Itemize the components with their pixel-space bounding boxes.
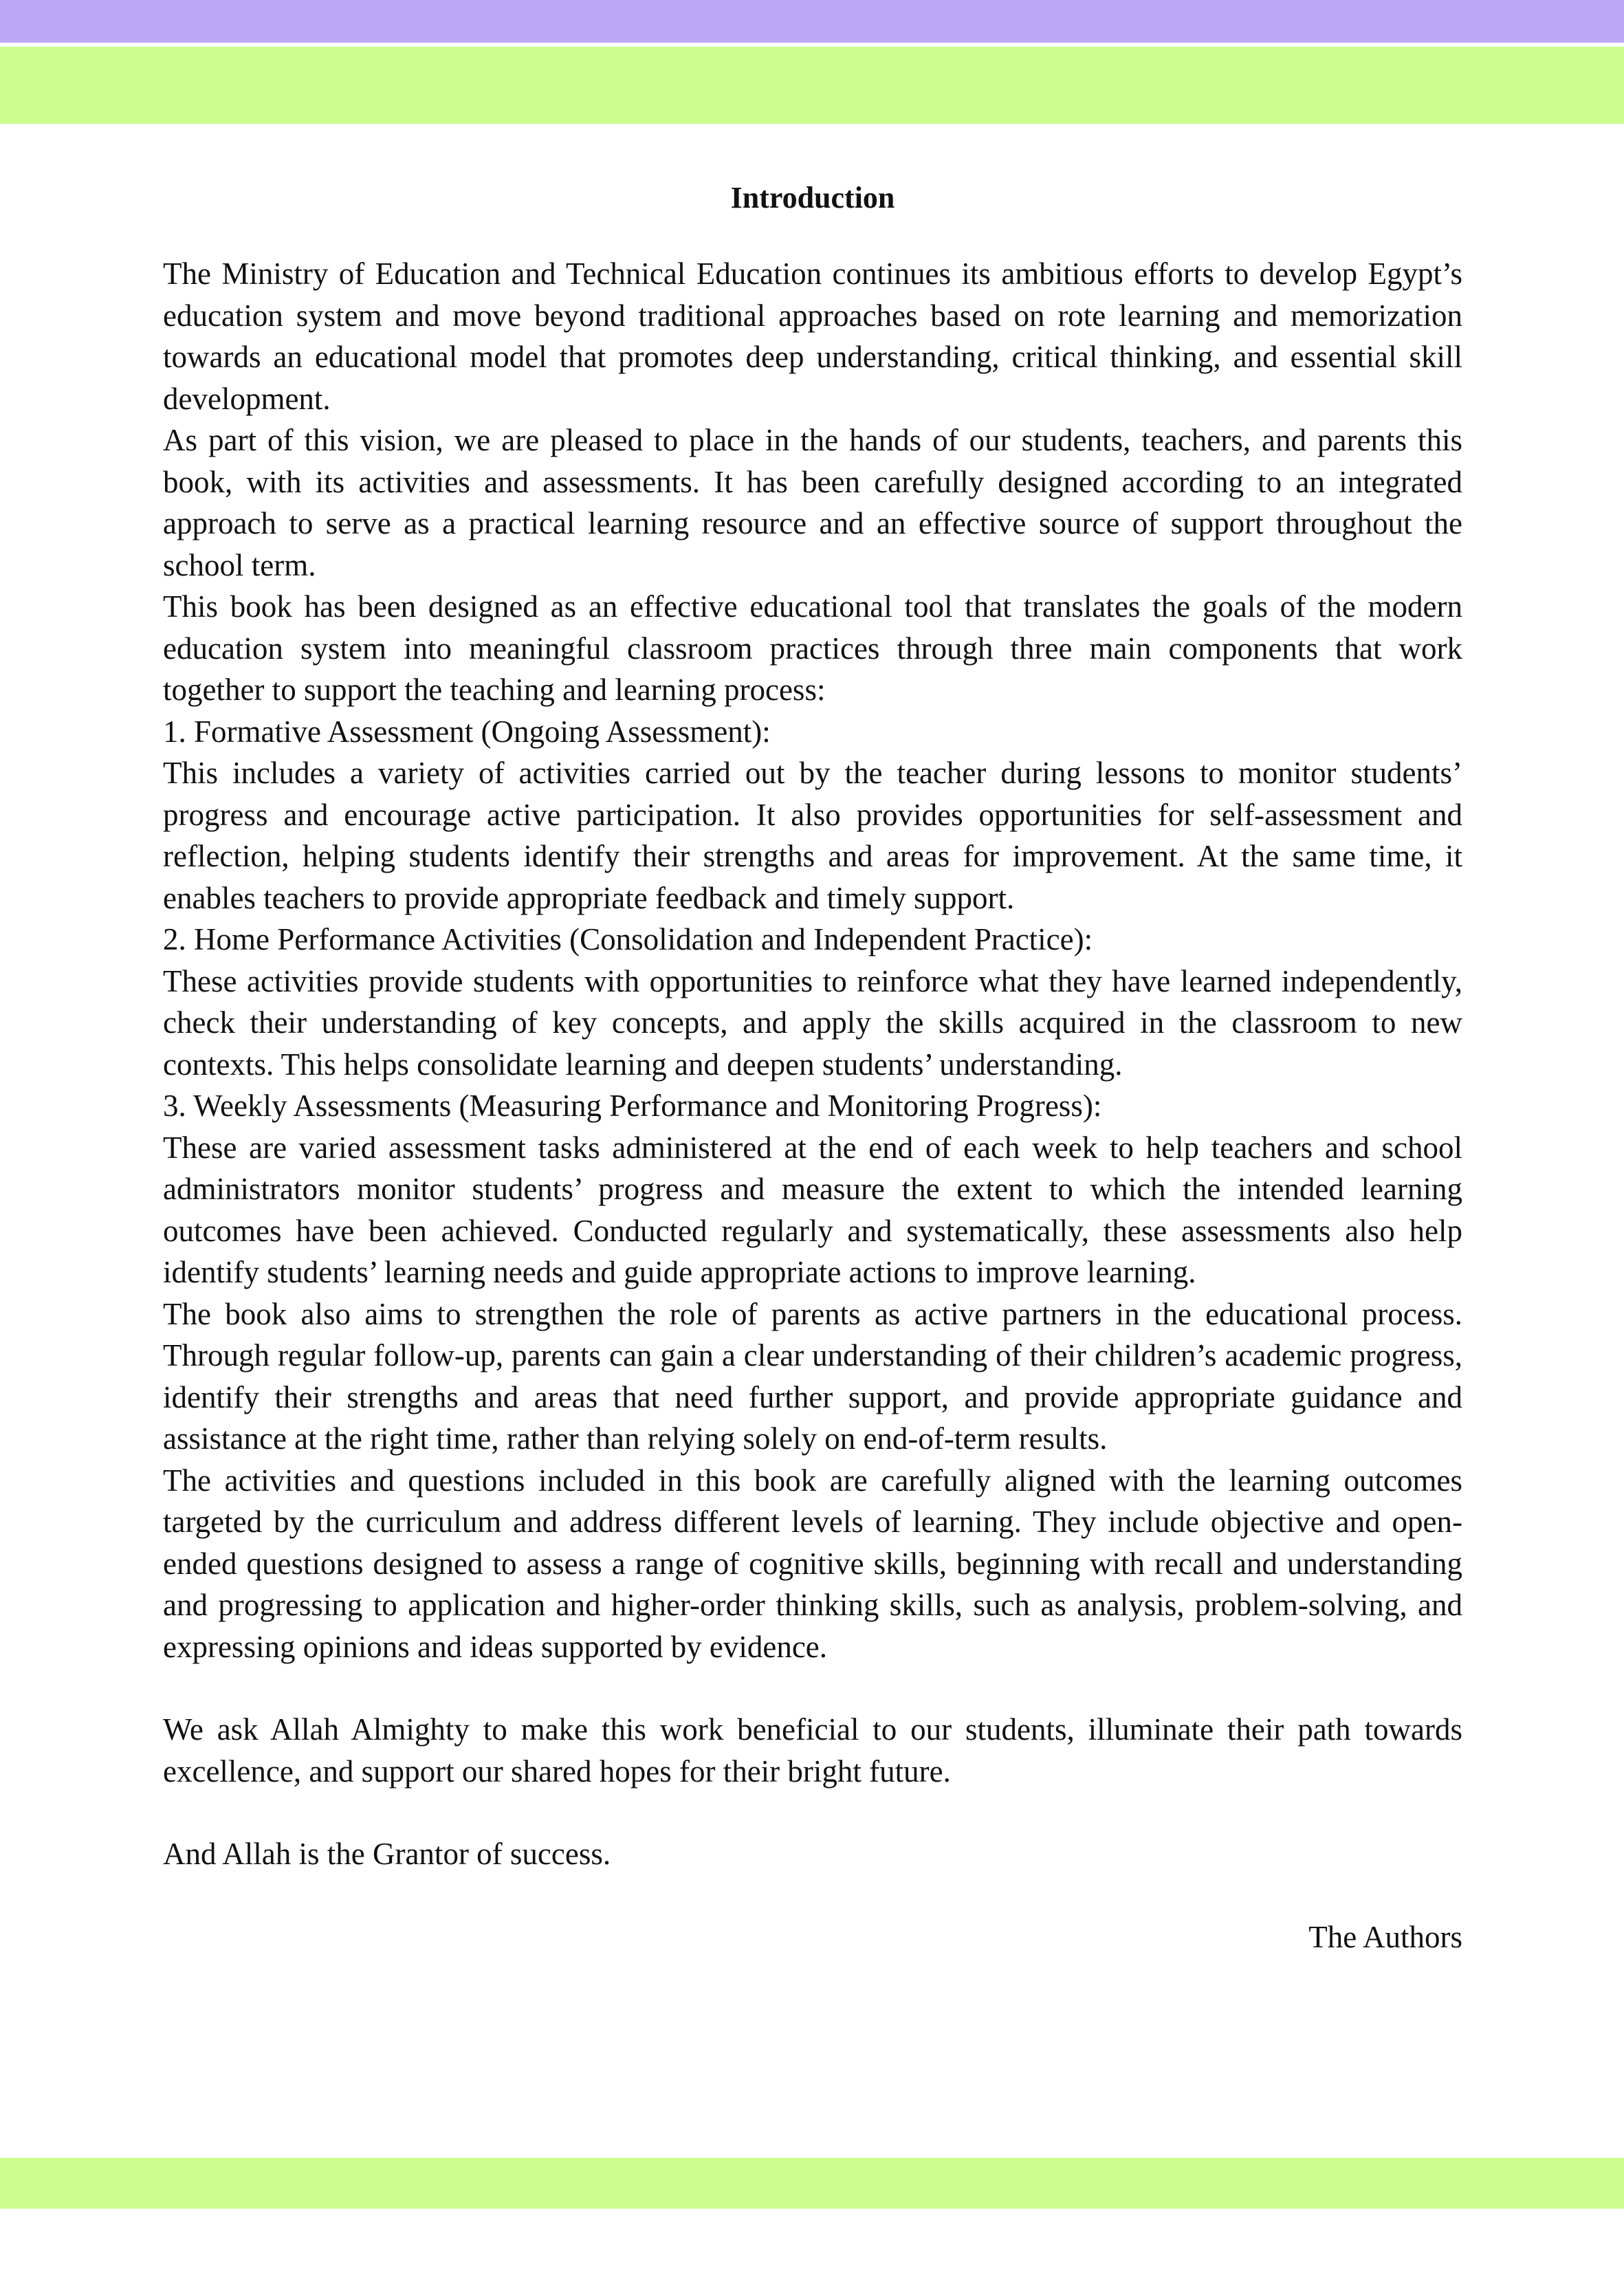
heading-home-performance: 2. Home Performance Activities (Consolidation and Independent Practice): <box>163 922 1093 956</box>
signature: The Authors <box>1308 1919 1462 1954</box>
heading-formative-assessment: 1. Formative Assessment (Ongoing Assessment): <box>163 714 771 749</box>
header-green-band <box>0 47 1624 124</box>
paragraph-formative-assessment: This includes a variety of activities carried out by the teacher during lessons to monitor students’ progress and encourage active participation. It also provides opportunities for self-assessment and reflection, helping students identify their strengths and areas for improvement. At the same time, it enables teachers to provide appropriate feedback and timely support. <box>163 756 1462 915</box>
paragraph-parents: The book also aims to strengthen the role of parents as active partners in the educational process. Through regular follow-up, parents can gain a clear understanding of their children’s academic progress, identify their strengths and areas that need further support, and provide appropriate guidance and assistance at the right time, rather than relying solely on end-of-term results. <box>163 1296 1462 1456</box>
header-purple-band <box>0 0 1624 43</box>
footer-green-band <box>0 2158 1624 2209</box>
paragraph-weekly-assessments: These are varied assessment tasks administered at the end of each week to help teachers and school administrators monitor students’ progress and measure the extent to which the intended learning outcomes have been achieved. Conducted regularly and systematically, these assessments also help identify students’ learning needs and guide appropriate actions to improve learning. <box>163 1130 1462 1289</box>
paragraph-success: And Allah is the Grantor of success. <box>163 1837 611 1871</box>
heading-weekly-assessments: 3. Weekly Assessments (Measuring Performance and Monitoring Progress): <box>163 1089 1102 1123</box>
page-title: Introduction <box>730 181 895 215</box>
paragraph-components: This book has been designed as an effective educational tool that translates the goals of the modern education system into meaningful classroom practices through three main components that work together to support the teaching and learning process: <box>163 589 1462 707</box>
paragraph-vision: As part of this vision, we are pleased to place in the hands of our students, teachers, and parents this book, with its activities and assessments. It has been carefully designed according to an integrated approach to serve as a practical learning resource and an effective source of support throughout the school term. <box>163 423 1462 582</box>
page-content <box>163 177 1462 1958</box>
paragraph-closing: We ask Allah Almighty to make this work beneficial to our students, illuminate their path towards excellence, and support our shared hopes for their bright future. <box>163 1712 1462 1789</box>
paragraph-home-performance: These activities provide students with opportunities to reinforce what they have learned independently, check their understanding of key concepts, and apply the skills acquired in the classroom to new contexts. This helps consolidate learning and deepen students’ understanding. <box>163 963 1462 1082</box>
paragraph-alignment: The activities and questions included in this book are carefully aligned with the learning outcomes targeted by the curriculum and address different levels of learning. They include objective and open-ended questions designed to assess a range of cognitive skills, beginning with recall and understanding and progressing to application and higher-order thinking skills, such as analysis, problem-solving, and expressing opinions and ideas supported by evidence. <box>163 1463 1462 1664</box>
paragraph-intro: The Ministry of Education and Technical Education continues its ambitious efforts to develop Egypt’s education system and move beyond traditional approaches based on rote learning and memorization towards an educational model that promotes deep understanding, critical thinking, and essential skill development. <box>163 256 1462 416</box>
